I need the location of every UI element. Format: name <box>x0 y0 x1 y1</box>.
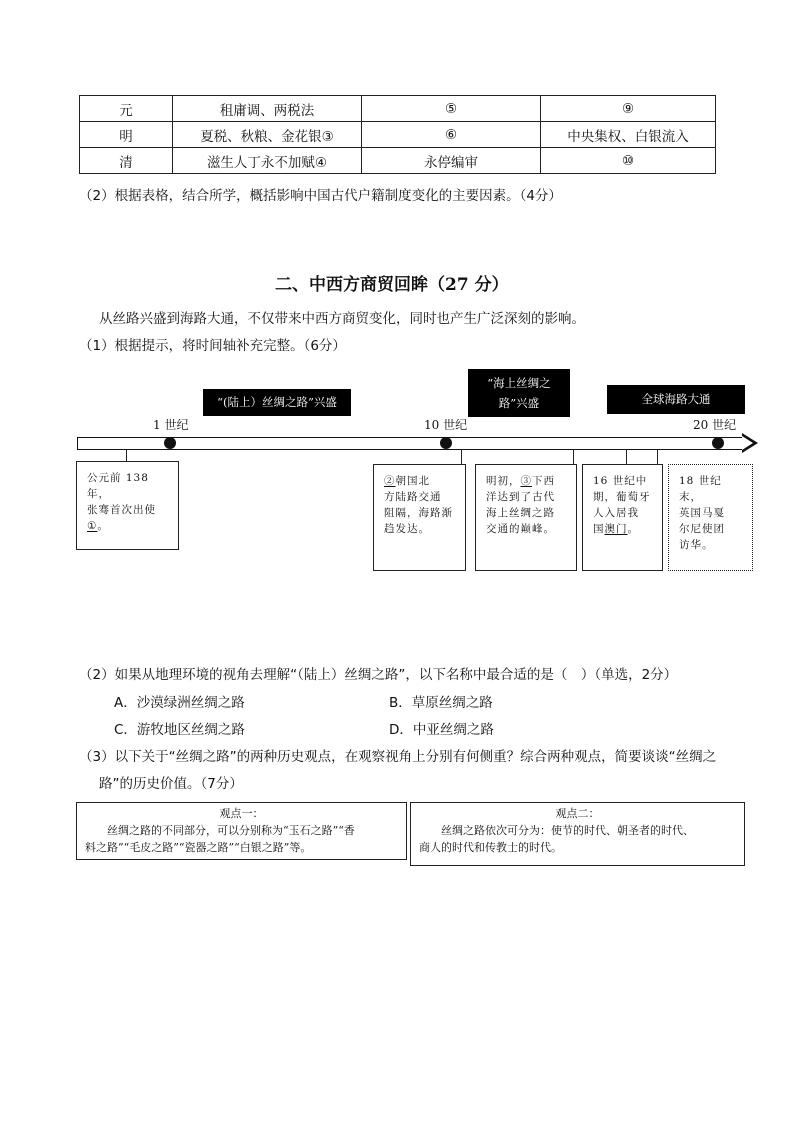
box-text: 洋达到了古代 <box>486 491 555 503</box>
box-text: 公元前 138 年， <box>87 472 149 500</box>
era-sea-silk-road <box>468 369 570 417</box>
blank-1: ① <box>87 520 98 532</box>
timeline-arrow-inner <box>742 436 753 450</box>
table-cell: 中央集权、白银流入 <box>541 122 716 148</box>
viewpoint-one <box>76 802 407 860</box>
table-cell: 元 <box>80 96 173 122</box>
box-text: 国 <box>593 523 605 535</box>
box-text: 交通的巅峰。 <box>486 523 555 535</box>
box-text: 趋发达。 <box>384 523 430 535</box>
era-land-silk-road: “(陆上）丝绸之路”兴盛 <box>203 389 351 416</box>
box-text: 访华。 <box>679 539 714 551</box>
era-sea-line2: 路”兴盛 <box>498 396 540 410</box>
box-text: 期，葡萄牙 <box>593 491 651 503</box>
box-text: 张骞首次出使 <box>87 504 156 516</box>
connector <box>626 449 627 464</box>
box-text: 英国马戛 <box>679 507 725 519</box>
mark-20-century: 20 世纪 <box>693 418 737 432</box>
timeline-box-zhang-qian <box>76 461 179 550</box>
box-text: 朝国北 <box>395 475 430 487</box>
box-text: 尔尼使团 <box>679 523 725 535</box>
tax-table <box>79 95 716 174</box>
option-a: A．沙漠绿洲丝绸之路 <box>114 695 245 711</box>
option-c: C．游牧地区丝绸之路 <box>114 722 245 738</box>
table-cell: 清 <box>80 148 173 174</box>
viewpoint-text: 商人的时代和传教士的时代。 <box>419 841 562 854</box>
blank-2: ② <box>384 475 396 487</box>
section-intro: 从丝路兴盛到海路大通，不仅带来中西方商贸变化，同时也产生广泛深刻的影响。 <box>99 311 585 327</box>
box-text <box>87 518 168 534</box>
box-text: 18 世纪末， <box>679 475 722 503</box>
mark-1-century: 1 世纪 <box>153 418 189 432</box>
blank-3: ③ <box>520 475 532 487</box>
option-b: B．草原丝绸之路 <box>389 695 493 711</box>
table-cell: ⑩ <box>541 148 716 174</box>
viewpoint-text: 丝绸之路的不同部分，可以分别称为“玉石之路”“香 <box>107 824 355 837</box>
box-text <box>593 521 652 537</box>
dot-1-century <box>164 437 176 449</box>
question-1-2: （2）根据表格，结合所学，概括影响中国古代户籍制度变化的主要因素。（4分） <box>79 188 562 204</box>
viewpoint-two <box>410 802 745 866</box>
table-row <box>80 122 716 148</box>
question-2-3-cont: 路”的历史价值。（7分） <box>99 776 243 792</box>
box-text: 人入居我 <box>593 507 639 519</box>
connector <box>461 449 462 464</box>
box-text: 。 <box>627 523 639 535</box>
section-title: 二、中西方商贸回眸（27 分） <box>275 275 509 295</box>
box-text: 海上丝绸之路 <box>486 507 555 519</box>
box-text: 16 世纪中 <box>593 475 648 487</box>
box-text: 澳门 <box>604 523 628 535</box>
table-cell: 夏税、秋粮、金花银③ <box>173 122 362 148</box>
box-text: 阻隔，海路渐 <box>384 507 453 519</box>
timeline-box-macartney <box>668 464 753 571</box>
timeline-figure <box>73 366 757 576</box>
table-cell: 租庸调、两税法 <box>173 96 362 122</box>
viewpoint-text: 料之路”“毛皮之路”“瓷器之路”“白银之路”等。 <box>85 841 312 854</box>
connector <box>573 449 574 464</box>
table-cell: 永停编审 <box>362 148 541 174</box>
timeline-box-macau <box>582 464 663 571</box>
viewpoint-title: 观点一： <box>219 807 264 820</box>
box-text: 方陆路交通 <box>384 491 442 503</box>
viewpoint-text: 丝绸之路依次可分为：使节的时代、朝圣者的时代、 <box>441 824 694 837</box>
box-text: 下西 <box>532 475 555 487</box>
viewpoint-title: 观点二： <box>555 807 600 820</box>
table-row <box>80 148 716 174</box>
table-row <box>80 96 716 122</box>
table-cell: ⑥ <box>362 122 541 148</box>
question-2-1: （1）根据提示，将时间轴补充完整。（6分） <box>79 338 346 354</box>
box-text <box>486 473 566 489</box>
table-cell: ⑨ <box>541 96 716 122</box>
connector <box>657 449 658 464</box>
era-global-sea-route: 全球海路大通 <box>607 385 745 414</box>
dot-10-century <box>440 437 452 449</box>
question-2-3: （3）以下关于“丝绸之路”的两种历史观点，在观察视角上分别有何侧重？综合两种观点，简要谈谈“丝绸之 <box>79 749 717 765</box>
era-sea-line1: “海上丝绸之 <box>487 376 551 390</box>
box-text: 明初， <box>486 475 521 487</box>
box-text <box>384 473 455 489</box>
option-d: D．中亚丝绸之路 <box>389 722 494 738</box>
dot-20-century <box>712 437 724 449</box>
mark-10-century: 10 世纪 <box>424 418 468 432</box>
table-cell: 明 <box>80 122 173 148</box>
table-cell: 滋生人丁永不加赋④ <box>173 148 362 174</box>
table-cell: ⑤ <box>362 96 541 122</box>
question-2-2: （2）如果从地理环境的视角去理解“（陆上）丝绸之路”，以下名称中最合适的是（ ）（单选，2分） <box>79 667 678 683</box>
timeline-box-ming <box>475 464 577 571</box>
timeline-axis <box>77 437 744 450</box>
timeline-box-song <box>373 464 466 571</box>
box-text: 。 <box>97 520 109 532</box>
